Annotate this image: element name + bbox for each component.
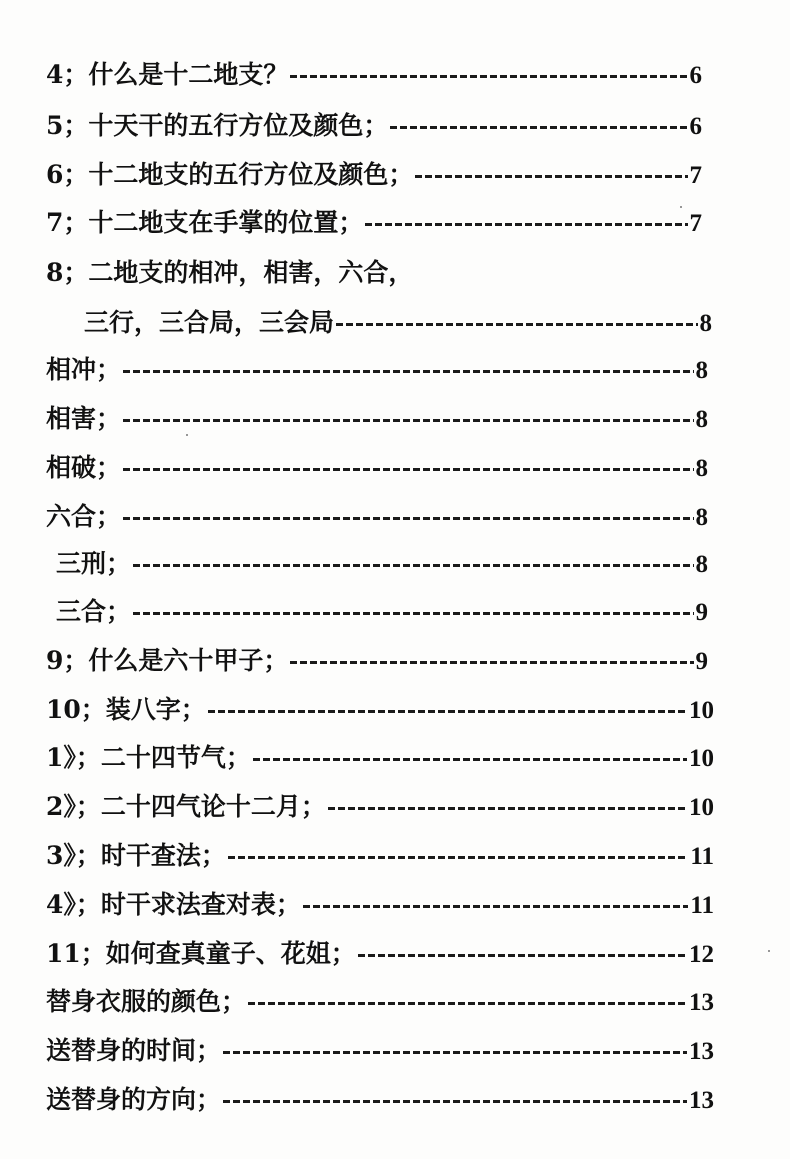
- dot-leader: [123, 517, 693, 520]
- toc-entry-title: 三行，三合局，三会局: [84, 308, 335, 337]
- toc-entry: [46, 693, 714, 727]
- toc-entry: [46, 790, 714, 824]
- toc-entry-title: 替身衣服的颜色；: [46, 987, 247, 1016]
- toc-entry: [46, 1083, 714, 1117]
- toc-entry: [46, 58, 702, 92]
- toc-entry-page: 8: [695, 406, 708, 433]
- toc-entry-title: 10；装八字；: [46, 695, 206, 724]
- toc-entry: [46, 644, 708, 678]
- dot-leader: [223, 1051, 687, 1054]
- dot-leader: [133, 564, 693, 567]
- toc-entry-title: 送替身的方向；: [46, 1085, 222, 1114]
- toc-entry-title: 1》；二十四节气；: [46, 743, 251, 772]
- toc-entry-title: 相破；: [46, 453, 122, 482]
- toc-entry: [46, 888, 714, 922]
- dot-leader: [208, 710, 687, 713]
- toc-entry: [46, 109, 702, 143]
- toc-entry: [46, 206, 702, 240]
- dot-leader: [390, 126, 687, 129]
- dot-leader: [415, 175, 687, 178]
- toc-entry: [46, 1034, 714, 1068]
- toc-entry-page: 8: [695, 455, 708, 482]
- toc-entry-title: 相害；: [46, 404, 122, 433]
- toc-entry-title: 六合；: [46, 502, 122, 531]
- toc-entry-title: 7；十二地支在手掌的位置；: [46, 208, 364, 237]
- toc-entry-page: 10: [689, 745, 714, 772]
- dot-leader: [228, 856, 688, 859]
- toc-entry-page: 11: [690, 843, 714, 870]
- dot-leader: [253, 758, 687, 761]
- toc-entry-page: 12: [689, 941, 714, 968]
- toc-entry: [46, 158, 702, 192]
- toc-entry: [46, 451, 708, 485]
- toc-entry: [46, 839, 714, 873]
- toc-entry: [46, 741, 714, 775]
- dot-leader: [290, 661, 693, 664]
- toc-entry-page: 13: [689, 1087, 714, 1114]
- toc-entry-page: 13: [689, 989, 714, 1016]
- scan-speck: [186, 434, 188, 436]
- toc-entry-page: 10: [689, 794, 714, 821]
- toc-entry-title: 2》；二十四气论十二月；: [46, 792, 326, 821]
- scan-speck: [680, 206, 682, 208]
- toc-entry: [46, 937, 714, 971]
- toc-entry-page: 9: [695, 648, 708, 675]
- toc-entry-title: 5；十天干的五行方位及颜色；: [46, 111, 389, 140]
- toc-entry-page: 6: [689, 62, 702, 89]
- dot-leader: [336, 323, 697, 326]
- dot-leader: [123, 370, 693, 373]
- toc-entry-page: 6: [689, 113, 702, 140]
- toc-entry-page: 8: [699, 310, 712, 337]
- toc-entry: [56, 595, 708, 629]
- toc-entry: [46, 256, 413, 290]
- toc-entry-title: 8；二地支的相冲，相害，六合，: [46, 258, 414, 287]
- toc-entry-title: 3》；时干查法；: [46, 841, 226, 870]
- toc-entry-title: 6；十二地支的五行方位及颜色；: [46, 160, 414, 189]
- toc-entry: [46, 353, 708, 387]
- toc-entry-title: 相冲；: [46, 355, 122, 384]
- toc-entry-title: 三刑；: [56, 549, 132, 578]
- dot-leader: [303, 905, 688, 908]
- toc-entry-page: 8: [695, 357, 708, 384]
- dot-leader: [365, 223, 687, 226]
- toc-entry-page: 7: [689, 210, 702, 237]
- toc-entry: [46, 500, 708, 534]
- dot-leader: [223, 1100, 687, 1103]
- dot-leader: [123, 419, 693, 422]
- toc-entry: [84, 306, 712, 340]
- toc-entry-page: 7: [689, 162, 702, 189]
- toc-entry: [46, 985, 714, 1019]
- toc-entry-title: 11；如何查真童子、花姐；: [46, 939, 356, 968]
- dot-leader: [290, 75, 687, 78]
- dot-leader: [133, 612, 693, 615]
- toc-entry-title: 送替身的时间；: [46, 1036, 222, 1065]
- toc-entry-title: 4；什么是十二地支？: [46, 60, 289, 89]
- toc-entry: [46, 402, 708, 436]
- toc-entry-page: 9: [695, 599, 708, 626]
- toc-entry-page: 11: [690, 892, 714, 919]
- toc-entry-page: 8: [695, 551, 708, 578]
- dot-leader: [248, 1002, 687, 1005]
- toc-entry-title: 4》；时干求法查对表；: [46, 890, 301, 919]
- toc-entry-page: 13: [689, 1038, 714, 1065]
- dot-leader: [328, 807, 687, 810]
- toc-entry-page: 8: [695, 504, 708, 531]
- toc-entry: [56, 547, 708, 581]
- dot-leader: [358, 954, 687, 957]
- toc-entry-title: 9；什么是六十甲子；: [46, 646, 289, 675]
- dot-leader: [123, 468, 693, 471]
- scan-speck: [768, 950, 770, 952]
- toc-entry-page: 10: [689, 697, 714, 724]
- toc-entry-title: 三合；: [56, 597, 132, 626]
